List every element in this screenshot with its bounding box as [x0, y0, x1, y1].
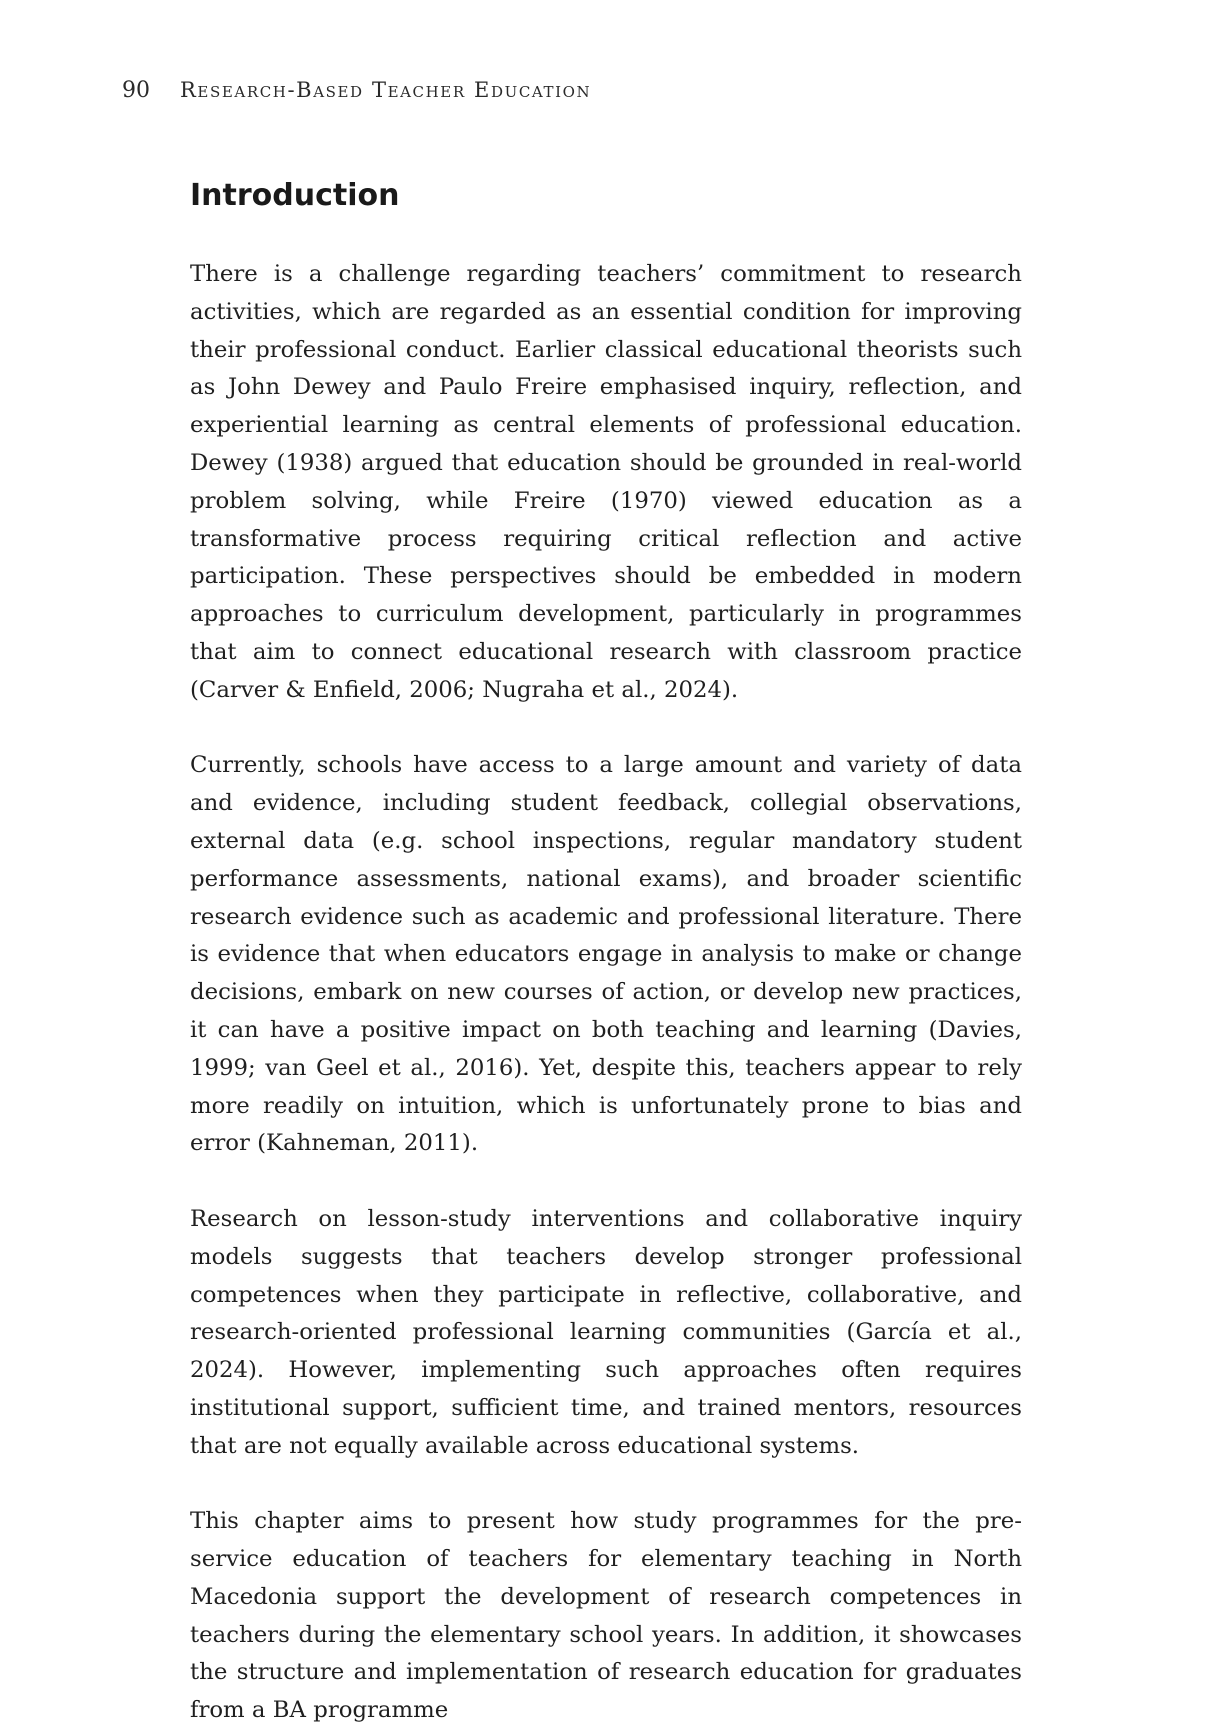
paragraph: This chapter aims to present how study programmes for the pre-service education of teachers for elementary teaching in North Macedonia support the development of research competences in teachers during the elementary school years. In addition, it showcases the structure and implementation of research education for graduates from a BA programme [190, 1508, 1022, 1724]
running-title: Research-Based Teacher Education [180, 78, 592, 102]
paragraph: There is a challenge regarding teachers’ commitment to research activities, which are regarded as an essential condition for improving their professional conduct. Earlier classical educational theorists such as John Dewey and Paulo Freire emphasised inquiry, reflection, and experiential learning as central elements of professional education. Dewey (1938) argued that education should be grounded in real-world problem solving, while Freire (1970) viewed education as a transformative process requiring critical reflection and active participation. These perspectives should be embedded in modern approaches to curriculum development, particularly in programmes that aim to connect educational research with classroom practice (Carver & Enfield, 2006; Nugraha et al., 2024). [190, 261, 1022, 703]
section-heading: Introduction [190, 178, 400, 213]
body-text [190, 256, 1022, 1730]
page-number: 90 [122, 77, 150, 103]
running-head [122, 70, 591, 110]
paragraph: Currently, schools have access to a large amount and variety of data and evidence, including student feedback, collegial observations, external data (e.g. school inspections, regular mandatory student performance assessments, national exams), and broader scientific research evidence such as academic and professional literature. There is evidence that when educators engage in analysis to make or change decisions, embark on new courses of action, or develop new practices, it can have a positive impact on both teaching and learning (Davies, 1999; van Geel et al., 2016). Yet, despite this, teachers appear to rely more readily on intuition, which is unfortunately prone to bias and error (Kahneman, 2011). [190, 752, 1022, 1157]
paragraph: Research on lesson-study interventions and collaborative inquiry models suggests that teachers develop stronger professional competences when they participate in reflective, collaborative, and research-oriented professional learning communities (García et al., 2024). However, implementing such approaches often requires institutional support, sufficient time, and trained mentors, resources that are not equally available across educational systems. [190, 1205, 1022, 1459]
